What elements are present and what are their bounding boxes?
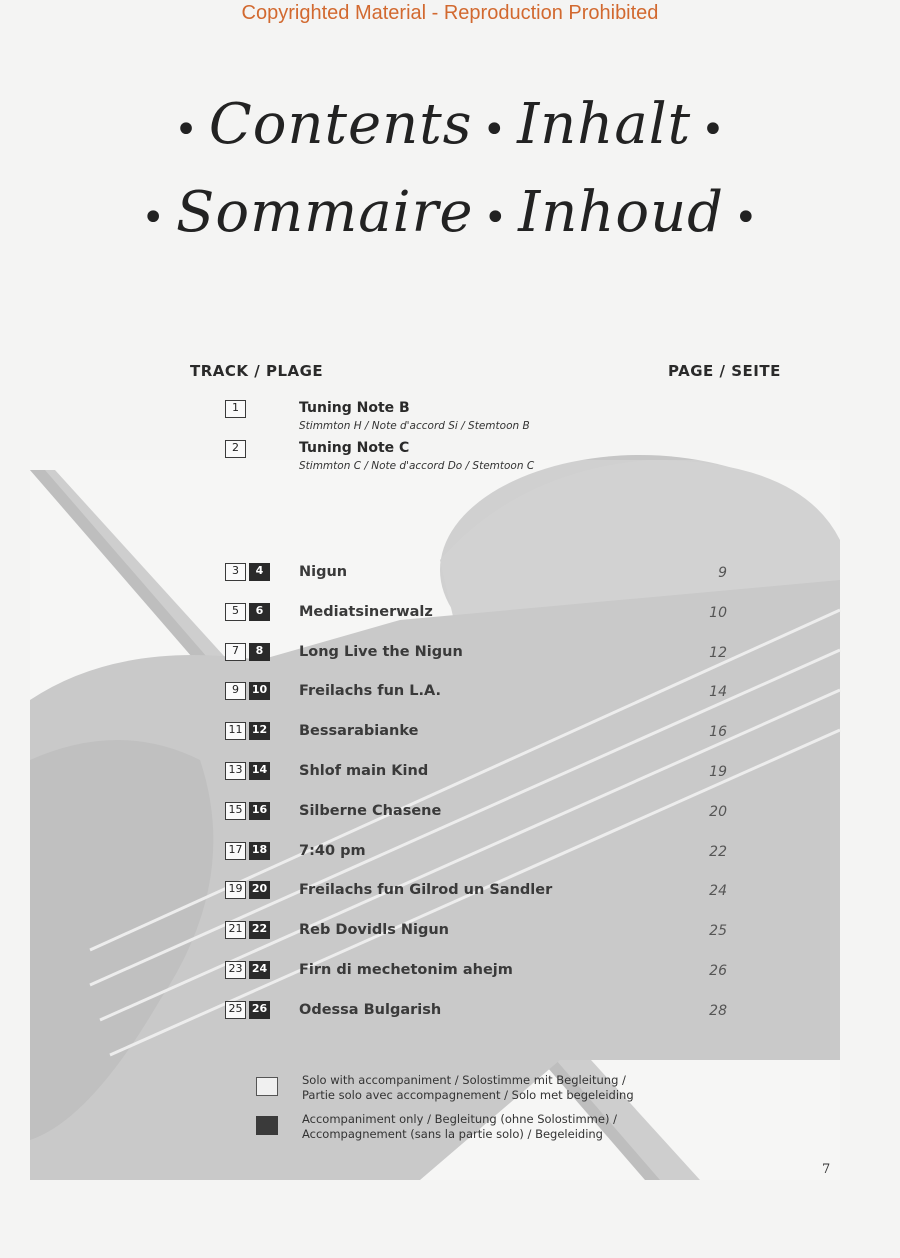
accompaniment-track-box: 16 — [249, 802, 270, 820]
track-header: TRACK / PLAGE — [190, 362, 324, 380]
track-boxes — [225, 603, 270, 622]
tuning-subtitle: Stimmton C / Note d'accord Do / Stemtoon C — [299, 460, 535, 472]
song-title: Bessarabianke — [299, 723, 419, 740]
accompaniment-track-box: 18 — [249, 842, 270, 860]
song-page-number: 26 — [709, 963, 727, 979]
song-row[interactable] — [225, 842, 745, 864]
track-boxes — [225, 921, 270, 940]
song-row[interactable] — [225, 603, 745, 625]
solo-track-box: 9 — [225, 682, 246, 700]
copyright-notice: Copyrighted Material - Reproduction Prohibited — [241, 2, 659, 24]
track-number-box: 1 — [225, 400, 246, 418]
track-boxes — [225, 643, 270, 662]
accompaniment-track-box: 22 — [249, 921, 270, 939]
song-page-number: 16 — [709, 724, 727, 741]
solo-swatch — [256, 1077, 278, 1096]
song-row[interactable] — [225, 921, 745, 943]
solo-track-box: 19 — [225, 881, 246, 899]
accompaniment-track-box: 10 — [249, 682, 270, 700]
track-boxes — [225, 563, 270, 582]
song-row[interactable] — [225, 722, 745, 744]
solo-track-box: 25 — [225, 1001, 246, 1019]
song-title: 7:40 pm — [299, 842, 366, 859]
song-page-number: 25 — [709, 923, 727, 940]
title-sommaire: Sommaire — [176, 180, 474, 245]
song-page-number: 12 — [709, 644, 727, 661]
legend-accompaniment-text: Accompaniment only / Begleitung (ohne Solostimme) / Accompagnement (sans la partie solo) / Begeleiding — [302, 1112, 617, 1141]
accompaniment-track-box: 26 — [249, 1001, 270, 1019]
song-row[interactable] — [225, 1001, 745, 1023]
song-title: Reb Dovidls Nigun — [299, 922, 450, 939]
tuning-row[interactable] — [225, 400, 785, 440]
legend-solo-text: Solo with accompaniment / Solostimme mit Begleitung / Partie solo avec accompagnement / Solo met begeleiding — [302, 1073, 634, 1102]
song-page-number: 19 — [709, 764, 727, 780]
track-boxes — [225, 762, 270, 781]
solo-track-box: 13 — [225, 762, 246, 780]
song-row[interactable] — [225, 881, 745, 903]
song-title: Shlof main Kind — [299, 763, 429, 779]
track-boxes — [225, 1001, 270, 1020]
song-title: Freilachs fun L.A. — [299, 683, 442, 700]
accompaniment-track-box: 20 — [249, 881, 270, 899]
track-boxes — [225, 842, 270, 861]
song-page-number: 9 — [718, 565, 727, 581]
song-page-number: 28 — [709, 1002, 727, 1019]
song-title: Freilachs fun Gilrod un Sandler — [299, 882, 553, 899]
song-page-number: 20 — [709, 803, 727, 820]
song-row[interactable] — [225, 563, 745, 585]
accompaniment-track-box: 24 — [249, 961, 270, 979]
song-page-number: 22 — [709, 843, 727, 860]
song-title: Silberne Chasene — [299, 802, 442, 819]
track-boxes — [225, 961, 270, 980]
song-page-number: 14 — [709, 684, 727, 701]
accompaniment-track-box: 6 — [249, 603, 270, 621]
title-line-1: • Contents • Inhalt • — [174, 92, 726, 157]
track-boxes — [225, 881, 270, 900]
tuning-row[interactable] — [225, 440, 785, 480]
solo-track-box: 5 — [225, 603, 246, 621]
title-line-2: • Sommaire • Inhoud • — [141, 180, 759, 245]
solo-track-box: 15 — [225, 802, 246, 820]
page-header: PAGE / SEITE — [668, 362, 781, 380]
solo-track-box: 21 — [225, 921, 246, 939]
tuning-title: Tuning Note C — [299, 440, 410, 456]
song-title: Mediatsinerwalz — [299, 603, 433, 620]
accompaniment-track-box: 12 — [249, 722, 270, 740]
title-contents: Contents — [208, 92, 473, 157]
title-inhalt: Inhalt — [517, 92, 692, 157]
title-inhoud: Inhoud — [518, 180, 724, 245]
track-boxes — [225, 802, 270, 821]
song-row[interactable] — [225, 682, 745, 704]
song-row[interactable] — [225, 961, 745, 983]
solo-track-box: 23 — [225, 961, 246, 979]
song-row[interactable] — [225, 802, 745, 824]
song-title: Nigun — [299, 564, 348, 580]
track-number-box: 2 — [225, 440, 246, 458]
page-number: 7 — [822, 1162, 831, 1177]
legend-solo — [256, 1073, 716, 1107]
song-row[interactable] — [225, 643, 745, 665]
solo-track-box: 17 — [225, 842, 246, 860]
accompaniment-track-box: 8 — [249, 643, 270, 661]
tuning-subtitle: Stimmton H / Note d'accord Si / Stemtoon B — [299, 420, 530, 432]
accompaniment-track-box: 14 — [249, 762, 270, 780]
track-boxes — [225, 722, 270, 741]
solo-track-box: 3 — [225, 563, 246, 581]
song-page-number: 10 — [709, 604, 727, 621]
accompaniment-swatch — [256, 1116, 278, 1135]
song-title: Long Live the Nigun — [299, 643, 463, 660]
tuning-title: Tuning Note B — [299, 400, 410, 416]
legend-accompaniment — [256, 1112, 716, 1146]
solo-track-box: 11 — [225, 722, 246, 740]
song-title: Odessa Bulgarish — [299, 1001, 442, 1018]
track-boxes — [225, 682, 270, 701]
song-title: Firn di mechetonim ahejm — [299, 962, 513, 978]
song-row[interactable] — [225, 762, 745, 784]
solo-track-box: 7 — [225, 643, 246, 661]
accompaniment-track-box: 4 — [249, 563, 270, 581]
song-page-number: 24 — [709, 883, 727, 900]
